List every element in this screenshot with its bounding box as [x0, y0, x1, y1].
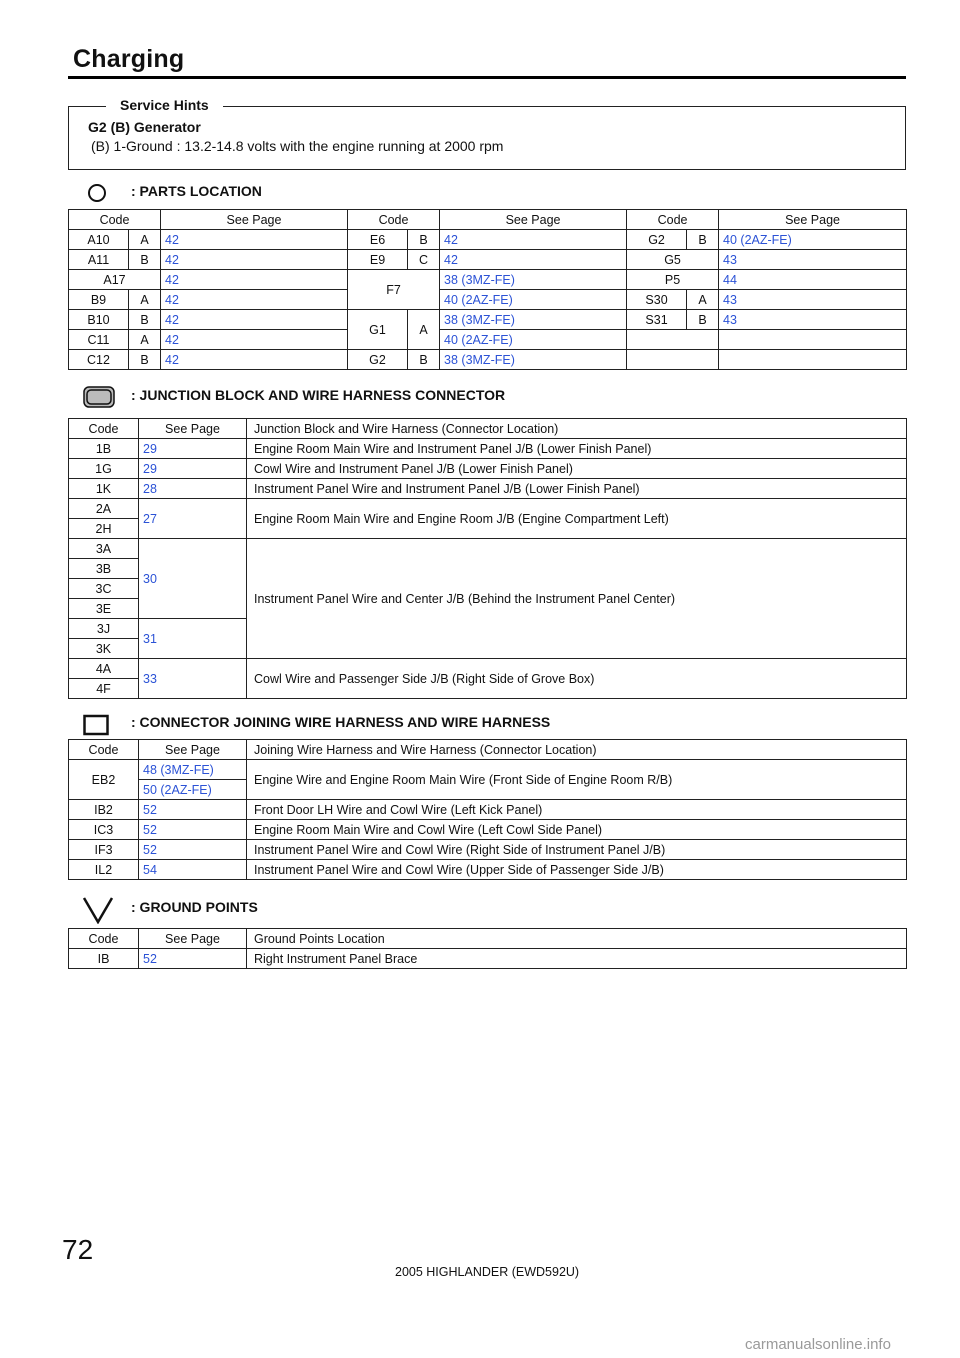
see-page-link[interactable]: 29 — [139, 439, 247, 459]
see-page-link[interactable]: 42 — [161, 230, 348, 250]
header-code: Code — [69, 419, 139, 439]
jb-location: Engine Room Main Wire and Engine Room J/B (Engine Compartment Left) — [247, 499, 907, 539]
empty-cell — [627, 350, 719, 370]
jb-code: 1B — [69, 439, 139, 459]
part-code: C11 — [69, 330, 129, 350]
parts-location-heading: : PARTS LOCATION — [131, 183, 262, 199]
table-row — [69, 659, 907, 679]
jb-code: 3B — [69, 559, 139, 579]
see-page-link[interactable]: 52 — [139, 820, 247, 840]
part-code: F7 — [348, 270, 440, 310]
part-code: B9 — [69, 290, 129, 310]
header-see-page: See Page — [139, 419, 247, 439]
rectangle-icon — [83, 714, 109, 736]
header-code: Code — [348, 210, 440, 230]
see-page-link[interactable]: 42 — [440, 230, 627, 250]
part-code: E9 — [348, 250, 408, 270]
table-row — [69, 949, 907, 969]
table-header-row — [69, 419, 907, 439]
jb-code: 1G — [69, 459, 139, 479]
table-row — [69, 800, 907, 820]
header-code: Code — [69, 929, 139, 949]
see-page-link[interactable]: 31 — [139, 619, 247, 659]
table-row — [69, 860, 907, 880]
part-code: G2 — [627, 230, 687, 250]
header-see-page: See Page — [139, 929, 247, 949]
ground-points-heading: : GROUND POINTS — [131, 899, 258, 915]
gp-code: IB — [69, 949, 139, 969]
see-page-link[interactable]: 27 — [139, 499, 247, 539]
service-hints-component: G2 (B) Generator — [88, 119, 201, 135]
part-code: G2 — [348, 350, 408, 370]
cj-location: Front Door LH Wire and Cowl Wire (Left Kick Panel) — [247, 800, 907, 820]
table-row — [69, 840, 907, 860]
jb-location: Cowl Wire and Passenger Side J/B (Right Side of Grove Box) — [247, 659, 907, 699]
part-code: C12 — [69, 350, 129, 370]
rounded-rect-icon — [83, 386, 115, 408]
part-sub: A — [129, 330, 161, 350]
table-row — [69, 539, 907, 559]
see-page-link[interactable]: 29 — [139, 459, 247, 479]
cj-location: Engine Wire and Engine Room Main Wire (Front Side of Engine Room R/B) — [247, 760, 907, 800]
jb-code: 3E — [69, 599, 139, 619]
see-page-link[interactable]: 52 — [139, 800, 247, 820]
table-row — [69, 350, 907, 370]
see-page-link[interactable]: 42 — [440, 250, 627, 270]
table-row — [69, 459, 907, 479]
jb-code: 3A — [69, 539, 139, 559]
jb-location: Instrument Panel Wire and Instrument Panel J/B (Lower Finish Panel) — [247, 479, 907, 499]
empty-cell — [627, 330, 719, 350]
table-header-row — [69, 929, 907, 949]
junction-block-heading: : JUNCTION BLOCK AND WIRE HARNESS CONNECTOR — [131, 387, 506, 403]
see-page-link[interactable]: 43 — [719, 310, 907, 330]
part-sub: B — [129, 350, 161, 370]
part-code: G5 — [627, 250, 719, 270]
jb-code: 3K — [69, 639, 139, 659]
cj-code: IF3 — [69, 840, 139, 860]
table-row — [69, 760, 907, 780]
jb-code: 4A — [69, 659, 139, 679]
ground-points-table — [68, 928, 907, 969]
empty-cell — [719, 330, 907, 350]
table-row — [69, 820, 907, 840]
see-page-link[interactable]: 40 (2AZ-FE) — [440, 290, 627, 310]
table-row — [69, 270, 907, 290]
part-sub: A — [129, 290, 161, 310]
header-location: Ground Points Location — [247, 929, 907, 949]
part-code: A10 — [69, 230, 129, 250]
empty-cell — [719, 350, 907, 370]
footer-model: 2005 HIGHLANDER (EWD592U) — [395, 1265, 580, 1279]
part-sub: B — [687, 310, 719, 330]
see-page-link[interactable]: 30 — [139, 539, 247, 619]
part-code: S31 — [627, 310, 687, 330]
watermark: carmanualsonline.info — [745, 1336, 891, 1353]
see-page-link[interactable]: 52 — [139, 949, 247, 969]
part-sub: B — [687, 230, 719, 250]
see-page-link[interactable]: 43 — [719, 250, 907, 270]
page-number: 72 — [62, 1234, 94, 1265]
see-page-link[interactable]: 38 (3MZ-FE) — [440, 310, 627, 330]
table-row — [69, 439, 907, 459]
part-code: P5 — [627, 270, 719, 290]
part-sub: C — [408, 250, 440, 270]
jb-code: 3C — [69, 579, 139, 599]
table-row — [69, 330, 907, 350]
gp-location: Right Instrument Panel Brace — [247, 949, 907, 969]
part-code: G1 — [348, 310, 408, 350]
see-page-link[interactable]: 44 — [719, 270, 907, 290]
header-see-page: See Page — [719, 210, 907, 230]
page-title: Charging — [73, 45, 185, 73]
part-sub: B — [408, 230, 440, 250]
part-code: B10 — [69, 310, 129, 330]
header-see-page: See Page — [161, 210, 348, 230]
see-page-link[interactable]: 40 (2AZ-FE) — [719, 230, 907, 250]
part-sub: A — [687, 290, 719, 310]
part-code: A11 — [69, 250, 129, 270]
part-sub: A — [408, 310, 440, 350]
part-sub: B — [129, 310, 161, 330]
header-see-page: See Page — [440, 210, 627, 230]
see-page-link[interactable]: 42 — [161, 270, 348, 290]
table-header-row — [69, 210, 907, 230]
see-page-link[interactable]: 42 — [161, 330, 348, 350]
see-page-link[interactable]: 42 — [161, 250, 348, 270]
see-page-link[interactable]: 48 (3MZ-FE) — [139, 760, 247, 780]
connector-joining-table — [68, 739, 907, 880]
header-code: Code — [627, 210, 719, 230]
header-code: Code — [69, 740, 139, 760]
header-location: Joining Wire Harness and Wire Harness (Connector Location) — [247, 740, 907, 760]
jb-location: Engine Room Main Wire and Instrument Panel J/B (Lower Finish Panel) — [247, 439, 907, 459]
service-hints-spec: (B) 1-Ground : 13.2-14.8 volts with the engine running at 2000 rpm — [91, 138, 504, 154]
part-code: A17 — [69, 270, 161, 290]
circle-icon — [87, 183, 107, 203]
see-page-link[interactable]: 52 — [139, 840, 247, 860]
cj-code: EB2 — [69, 760, 139, 800]
part-sub: A — [129, 230, 161, 250]
see-page-link[interactable]: 38 (3MZ-FE) — [440, 270, 627, 290]
part-sub: B — [129, 250, 161, 270]
table-row — [69, 290, 907, 310]
triangle-down-icon — [82, 896, 114, 924]
title-rule — [68, 76, 906, 79]
see-page-link[interactable]: 42 — [161, 310, 348, 330]
header-location: Junction Block and Wire Harness (Connector Location) — [247, 419, 907, 439]
cj-location: Instrument Panel Wire and Cowl Wire (Upper Side of Passenger Side J/B) — [247, 860, 907, 880]
part-code: E6 — [348, 230, 408, 250]
see-page-link[interactable]: 43 — [719, 290, 907, 310]
cj-code: IC3 — [69, 820, 139, 840]
see-page-link[interactable]: 50 (2AZ-FE) — [139, 780, 247, 800]
table-row — [69, 250, 907, 270]
table-row — [69, 310, 907, 330]
table-row — [69, 230, 907, 250]
part-sub: B — [408, 350, 440, 370]
table-row — [69, 499, 907, 519]
connector-joining-heading: : CONNECTOR JOINING WIRE HARNESS AND WIRE HARNESS — [131, 714, 551, 730]
cj-location: Engine Room Main Wire and Cowl Wire (Left Cowl Side Panel) — [247, 820, 907, 840]
see-page-link[interactable]: 42 — [161, 290, 348, 310]
jb-code: 2H — [69, 519, 139, 539]
jb-location: Instrument Panel Wire and Center J/B (Behind the Instrument Panel Center) — [247, 539, 907, 659]
jb-code: 3J — [69, 619, 139, 639]
cj-code: IL2 — [69, 860, 139, 880]
jb-code: 2A — [69, 499, 139, 519]
header-code: Code — [69, 210, 161, 230]
jb-code: 1K — [69, 479, 139, 499]
see-page-link[interactable]: 40 (2AZ-FE) — [440, 330, 627, 350]
cj-location: Instrument Panel Wire and Cowl Wire (Right Side of Instrument Panel J/B) — [247, 840, 907, 860]
see-page-link[interactable]: 28 — [139, 479, 247, 499]
service-hints-legend: Service Hints — [106, 97, 223, 113]
jb-code: 4F — [69, 679, 139, 699]
table-row — [69, 479, 907, 499]
part-code: S30 — [627, 290, 687, 310]
see-page-link[interactable]: 38 (3MZ-FE) — [440, 350, 627, 370]
jb-location: Cowl Wire and Instrument Panel J/B (Lower Finish Panel) — [247, 459, 907, 479]
parts-location-table — [68, 209, 907, 370]
see-page-link[interactable]: 42 — [161, 350, 348, 370]
see-page-link[interactable]: 33 — [139, 659, 247, 699]
junction-block-table — [68, 418, 907, 699]
cj-code: IB2 — [69, 800, 139, 820]
table-header-row — [69, 740, 907, 760]
see-page-link[interactable]: 54 — [139, 860, 247, 880]
header-see-page: See Page — [139, 740, 247, 760]
